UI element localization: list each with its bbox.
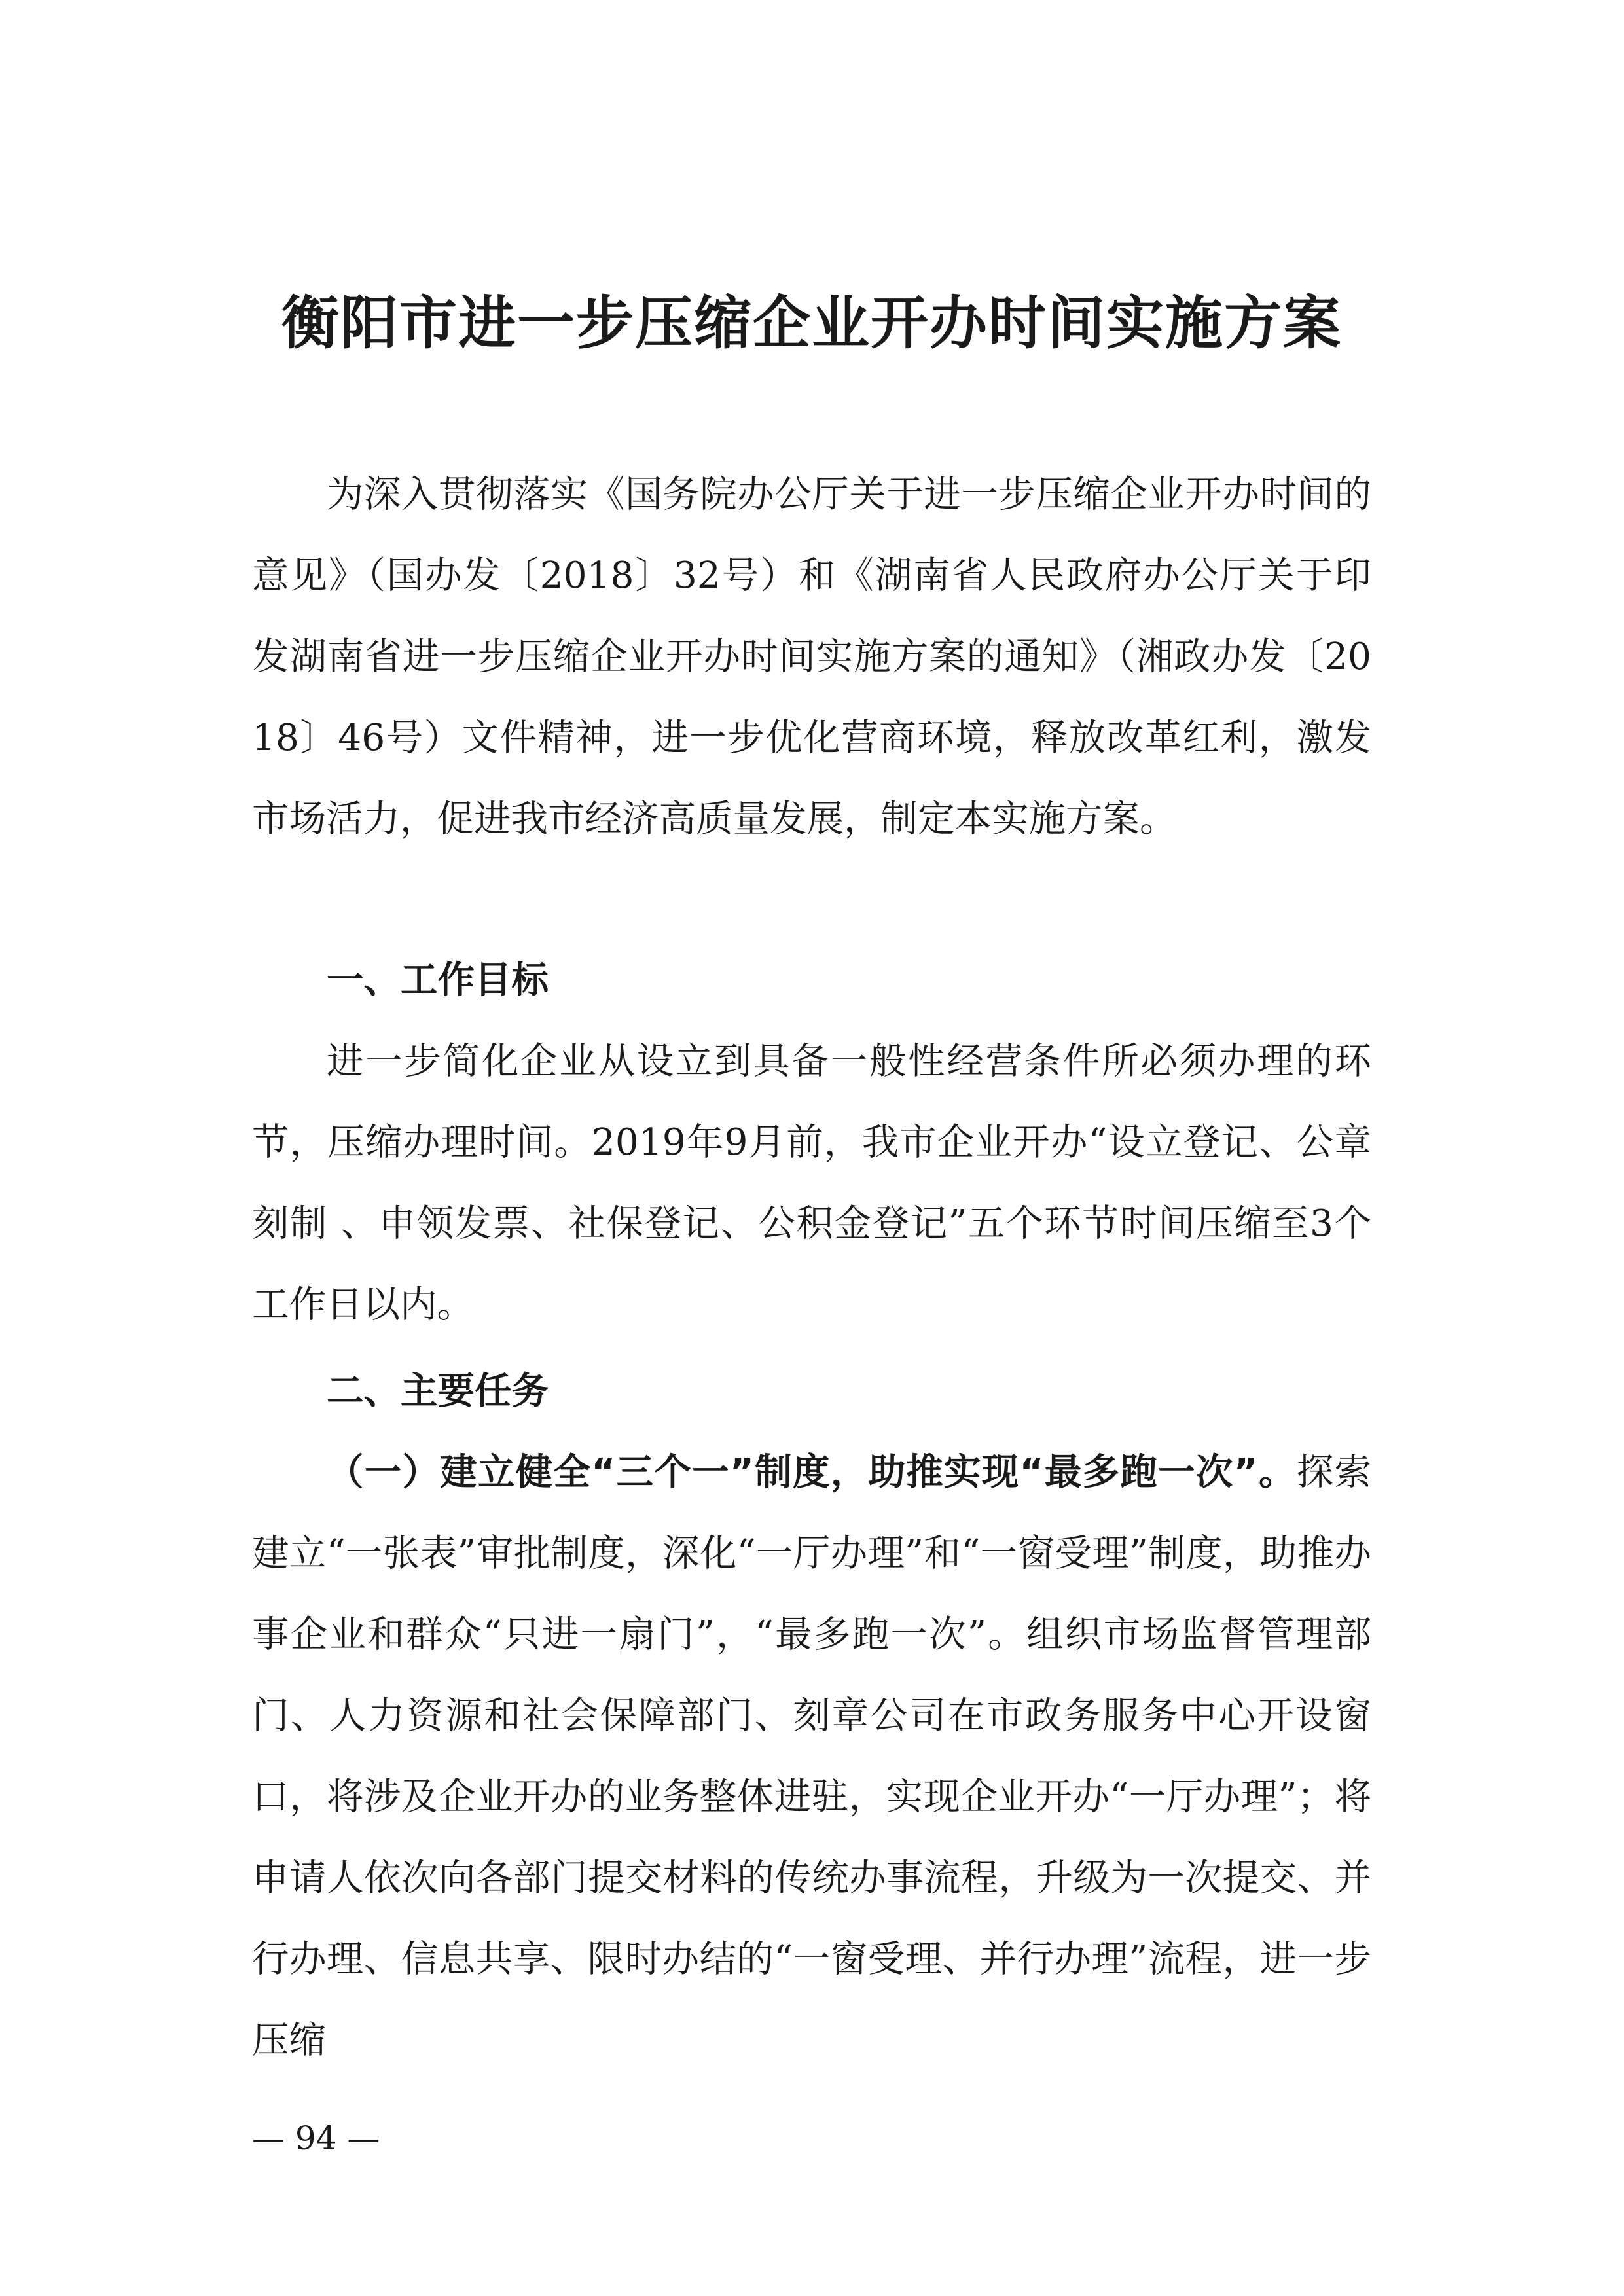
section-heading-goals: 一、工作目标: [327, 959, 549, 1001]
section-heading-tasks: 二、主要任务: [327, 1370, 549, 1412]
tasks-paragraph: [252, 1432, 1371, 2081]
subsection-heading: （一）建立健全“三个一”制度，助推实现“最多跑一次”。: [327, 1451, 1297, 1494]
goals-paragraph: 进一步简化企业从设立到具备一般性经营条件所必须办理的环节，压缩办理时间。2019年9月前，我市企业开办“设立登记、公章刻制 、申领发票、社保登记、公积金登记”五个环节时间压缩至3个工作日以内。: [252, 1040, 1371, 1326]
subsection-text: 探索建立“一张表”审批制度，深化“一厅办理”和“一窗受理”制度，助推办事企业和群众“只进一扇门”，“最多跑一次”。组织市场监督管理部门、人力资源和社会保障部门、刻章公司在市政务服务中心开设窗口，将涉及企业开办的业务整体进驻，实现企业开办“一厅办理”；将申请人依次向各部门提交材料的传统办事流程，升级为一次提交、并行办理、信息共享、限时办结的“一窗受理、并行办理”流程，进一步压缩: [252, 1451, 1371, 2062]
page-number: — 94 —: [252, 2119, 380, 2157]
document-title: 衡阳市进一步压缩企业开办时间实施方案: [281, 289, 1342, 357]
intro-paragraph: 为深入贯彻落实《国务院办公厅关于进一步压缩企业开办时间的意见》（国办发〔2018〕32号）和《湖南省人民政府办公厅关于印发湖南省进一步压缩企业开办时间实施方案的通知》（湘政办发〔2018〕46号）文件精神，进一步优化营商环境，释放改革红利，激发市场活力，促进我市经济高质量发展，制定本实施方案。: [252, 473, 1371, 840]
